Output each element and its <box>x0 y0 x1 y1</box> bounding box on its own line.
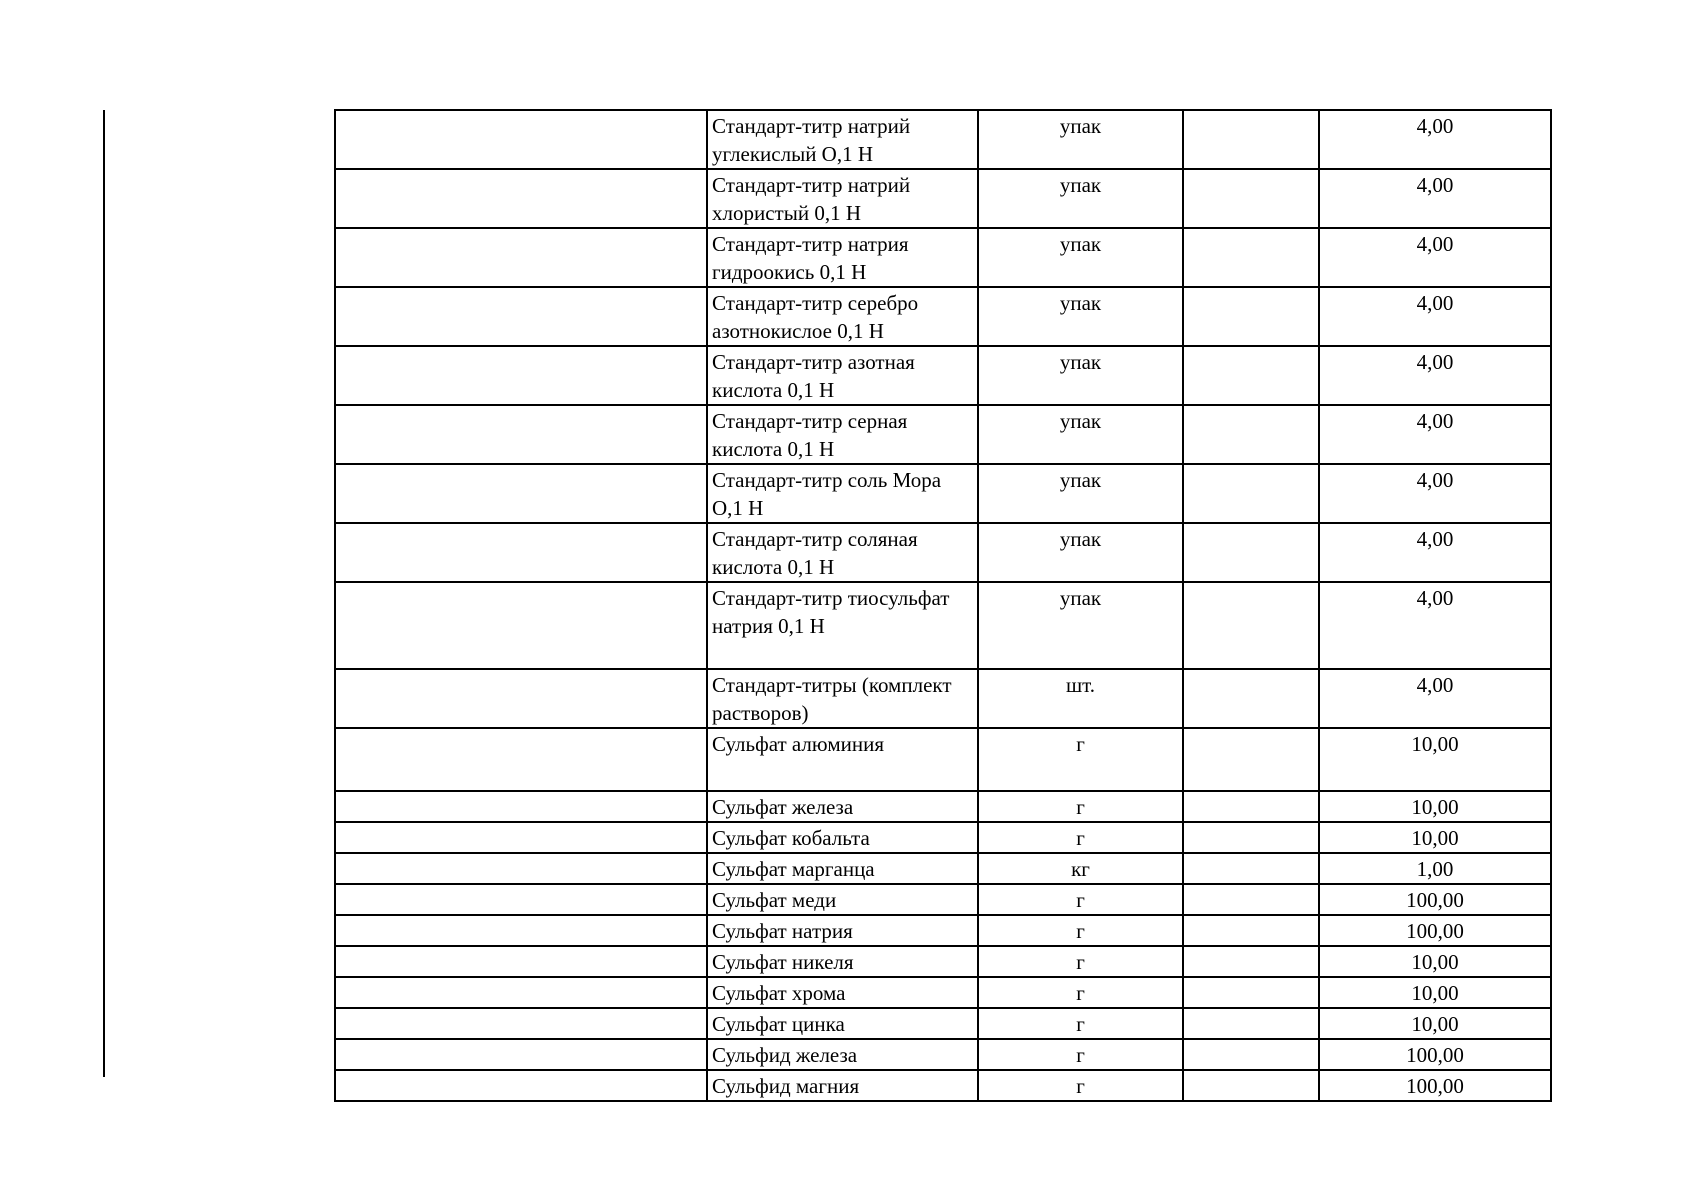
table-row <box>335 822 1551 853</box>
empty-cell <box>335 884 707 915</box>
empty-cell <box>335 110 707 169</box>
unit-cell: г <box>978 728 1183 791</box>
empty-cell <box>335 915 707 946</box>
empty-cell <box>335 977 707 1008</box>
item-name-cell: Сульфат марганца <box>707 853 978 884</box>
blank-cell <box>1183 1070 1319 1101</box>
unit-cell: упак <box>978 464 1183 523</box>
empty-cell <box>335 822 707 853</box>
item-name-cell: Сульфат меди <box>707 884 978 915</box>
blank-cell <box>1183 405 1319 464</box>
item-name-cell: Стандарт-титр соль Мора О,1 Н <box>707 464 978 523</box>
item-name-cell: Сульфат никеля <box>707 946 978 977</box>
blank-cell <box>1183 169 1319 228</box>
quantity-cell: 4,00 <box>1319 405 1551 464</box>
table-row <box>335 791 1551 822</box>
blank-cell <box>1183 915 1319 946</box>
quantity-cell: 10,00 <box>1319 791 1551 822</box>
table-row <box>335 405 1551 464</box>
empty-cell <box>335 523 707 582</box>
unit-cell: упак <box>978 110 1183 169</box>
item-name-cell: Сульфид железа <box>707 1039 978 1070</box>
item-name-cell: Стандарт-титр натрий углекислый О,1 Н <box>707 110 978 169</box>
unit-cell: упак <box>978 523 1183 582</box>
unit-cell: г <box>978 977 1183 1008</box>
table-row <box>335 169 1551 228</box>
empty-cell <box>335 853 707 884</box>
quantity-cell: 10,00 <box>1319 977 1551 1008</box>
table-row <box>335 915 1551 946</box>
item-name-cell: Стандарт-титры (комплект растворов) <box>707 669 978 728</box>
blank-cell <box>1183 287 1319 346</box>
quantity-cell: 4,00 <box>1319 523 1551 582</box>
blank-cell <box>1183 1008 1319 1039</box>
unit-cell: г <box>978 791 1183 822</box>
item-name-cell: Сульфат железа <box>707 791 978 822</box>
unit-cell: упак <box>978 405 1183 464</box>
blank-cell <box>1183 977 1319 1008</box>
unit-cell: г <box>978 915 1183 946</box>
blank-cell <box>1183 228 1319 287</box>
quantity-cell: 10,00 <box>1319 822 1551 853</box>
quantity-cell: 4,00 <box>1319 464 1551 523</box>
quantity-cell: 10,00 <box>1319 1008 1551 1039</box>
item-name-cell: Сульфат натрия <box>707 915 978 946</box>
table-row <box>335 582 1551 669</box>
empty-cell <box>335 791 707 822</box>
item-name-cell: Стандарт-титр серная кислота 0,1 Н <box>707 405 978 464</box>
blank-cell <box>1183 884 1319 915</box>
unit-cell: г <box>978 884 1183 915</box>
item-name-cell: Стандарт-титр соляная кислота 0,1 Н <box>707 523 978 582</box>
table-row <box>335 853 1551 884</box>
empty-cell <box>335 946 707 977</box>
empty-cell <box>335 169 707 228</box>
blank-cell <box>1183 728 1319 791</box>
reagents-table <box>334 109 1552 1102</box>
quantity-cell: 4,00 <box>1319 346 1551 405</box>
item-name-cell: Сульфат кобальта <box>707 822 978 853</box>
blank-cell <box>1183 464 1319 523</box>
table-row <box>335 728 1551 791</box>
item-name-cell: Стандарт-титр тиосульфат натрия 0,1 Н <box>707 582 978 669</box>
quantity-cell: 4,00 <box>1319 110 1551 169</box>
empty-cell <box>335 405 707 464</box>
table-row <box>335 346 1551 405</box>
unit-cell: упак <box>978 582 1183 669</box>
item-name-cell: Стандарт-титр азотная кислота 0,1 Н <box>707 346 978 405</box>
quantity-cell: 1,00 <box>1319 853 1551 884</box>
table-row <box>335 523 1551 582</box>
table-row <box>335 1070 1551 1101</box>
table-row <box>335 884 1551 915</box>
quantity-cell: 100,00 <box>1319 884 1551 915</box>
blank-cell <box>1183 1039 1319 1070</box>
empty-cell <box>335 1008 707 1039</box>
blank-cell <box>1183 346 1319 405</box>
table-body <box>335 110 1551 1101</box>
item-name-cell: Стандарт-титр серебро азотнокислое 0,1 Н <box>707 287 978 346</box>
empty-cell <box>335 346 707 405</box>
unit-cell: г <box>978 1070 1183 1101</box>
unit-cell: упак <box>978 169 1183 228</box>
empty-cell <box>335 228 707 287</box>
unit-cell: упак <box>978 346 1183 405</box>
item-name-cell: Сульфат цинка <box>707 1008 978 1039</box>
empty-cell <box>335 582 707 669</box>
empty-cell <box>335 1039 707 1070</box>
quantity-cell: 100,00 <box>1319 1039 1551 1070</box>
blank-cell <box>1183 523 1319 582</box>
unit-cell: упак <box>978 228 1183 287</box>
blank-cell <box>1183 669 1319 728</box>
table-row <box>335 977 1551 1008</box>
quantity-cell: 10,00 <box>1319 728 1551 791</box>
table-row <box>335 110 1551 169</box>
blank-cell <box>1183 582 1319 669</box>
quantity-cell: 4,00 <box>1319 582 1551 669</box>
unit-cell: г <box>978 822 1183 853</box>
quantity-cell: 4,00 <box>1319 228 1551 287</box>
item-name-cell: Стандарт-титр натрия гидроокись 0,1 Н <box>707 228 978 287</box>
quantity-cell: 100,00 <box>1319 915 1551 946</box>
table-row <box>335 1008 1551 1039</box>
blank-cell <box>1183 853 1319 884</box>
quantity-cell: 4,00 <box>1319 169 1551 228</box>
item-name-cell: Сульфат алюминия <box>707 728 978 791</box>
unit-cell: г <box>978 1008 1183 1039</box>
unit-cell: г <box>978 1039 1183 1070</box>
table-row <box>335 228 1551 287</box>
quantity-cell: 4,00 <box>1319 287 1551 346</box>
empty-cell <box>335 464 707 523</box>
quantity-cell: 100,00 <box>1319 1070 1551 1101</box>
empty-cell <box>335 728 707 791</box>
item-name-cell: Стандарт-титр натрий хлористый 0,1 Н <box>707 169 978 228</box>
table-row <box>335 669 1551 728</box>
item-name-cell: Сульфид магния <box>707 1070 978 1101</box>
left-margin-rule <box>103 110 105 1077</box>
unit-cell: шт. <box>978 669 1183 728</box>
blank-cell <box>1183 822 1319 853</box>
blank-cell <box>1183 791 1319 822</box>
quantity-cell: 4,00 <box>1319 669 1551 728</box>
empty-cell <box>335 669 707 728</box>
table-row <box>335 946 1551 977</box>
unit-cell: г <box>978 946 1183 977</box>
quantity-cell: 10,00 <box>1319 946 1551 977</box>
empty-cell <box>335 1070 707 1101</box>
table-row <box>335 464 1551 523</box>
table-row <box>335 1039 1551 1070</box>
blank-cell <box>1183 946 1319 977</box>
table-row <box>335 287 1551 346</box>
empty-cell <box>335 287 707 346</box>
unit-cell: упак <box>978 287 1183 346</box>
item-name-cell: Сульфат хрома <box>707 977 978 1008</box>
unit-cell: кг <box>978 853 1183 884</box>
blank-cell <box>1183 110 1319 169</box>
